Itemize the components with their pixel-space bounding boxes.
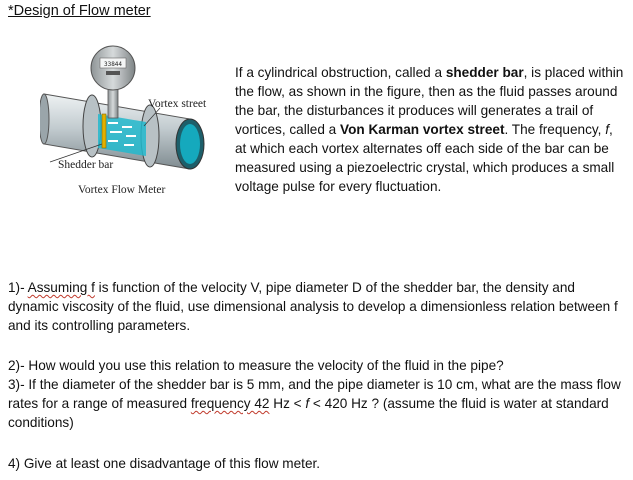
shedder-bar — [102, 114, 106, 148]
page-title: *Design of Flow meter — [8, 3, 151, 19]
frequency-symbol: f — [605, 122, 610, 137]
label-vortex-street: Vortex street — [148, 98, 207, 110]
intro-text-4: , at which each vortex alternates off each side of the bar can be measured using a piezoelectric crystal, which produces a small voltage pulse for every fluctuation. — [235, 122, 615, 194]
question-4: 4) Give at least one disadvantage of this flow meter. — [8, 456, 321, 471]
figure-caption: Vortex Flow Meter — [78, 184, 166, 196]
q3-spellcheck-phrase: frequency 42 — [190, 396, 270, 411]
q3-text-1: 3)- If the diameter of the shedder bar is 5 mm, and the pipe diameter is 10 cm, what are the mass flow rates for a range of measured — [8, 377, 621, 411]
q3-text-2: Hz < — [269, 396, 306, 411]
q1-spellcheck-phrase: Assuming f — [27, 280, 95, 295]
intro-text-2: , is placed within the flow, as shown in the figure, then as the fluid passes around the bar, the disturbances it produces will generates a trail of vortices, called a — [235, 65, 624, 137]
q3-frequency-symbol: f — [305, 396, 310, 411]
vortex-flow-meter-figure — [40, 34, 230, 204]
flow-meter-drawing — [40, 34, 230, 204]
label-shedder-bar: Shedder bar — [58, 159, 114, 171]
intro-text-3: . The frequency, — [504, 122, 606, 137]
question-1 — [8, 278, 628, 335]
q1-number: 1)- — [8, 280, 28, 295]
q3-text-3: < 420 Hz ? (assume the fluid is water at standard conditions) — [8, 396, 609, 430]
question-3 — [8, 375, 628, 432]
intro-paragraph — [235, 63, 625, 196]
meter-display: 33844 — [103, 61, 123, 68]
intro-text-1: If a cylindrical obstruction, called a — [235, 65, 446, 80]
q1-text: is function of the velocity V, pipe diameter D of the shedder bar, the density and dynamic viscosity of the fluid, use dimensional analysis to develop a dimensionless relation between f and its controlling parameters. — [8, 280, 618, 333]
term-shedder-bar: shedder bar — [445, 65, 524, 80]
question-2: 2)- How would you use this relation to measure the velocity of the fluid in the pipe? — [8, 358, 504, 373]
term-von-karman: Von Karman vortex street — [340, 122, 505, 137]
